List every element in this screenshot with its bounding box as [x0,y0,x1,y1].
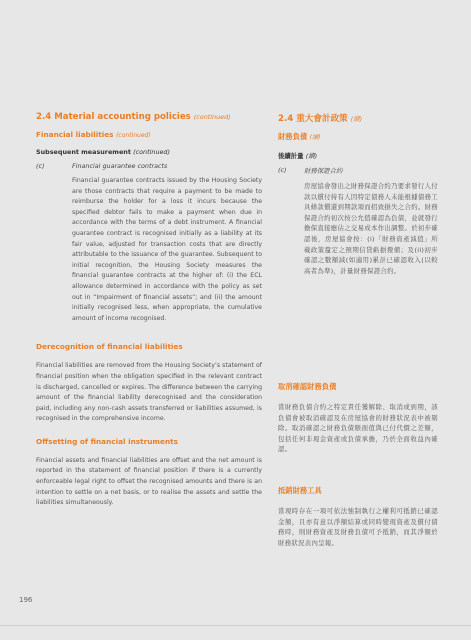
section-cont-zh: (續) [350,115,363,123]
section-cont-en: (continued) [193,113,231,121]
section-heading-zh [278,112,438,124]
sub-subsection-heading-zh [278,151,438,160]
item-title-zh: 財務保證合約 [304,167,343,175]
sub-subsection-cont-zh: (續) [305,152,318,160]
sub-subsection-cont-en: (continued) [133,148,170,156]
subsection-title-zh: 財務負債 [278,132,308,141]
subsection-cont-en: (continued) [116,132,151,139]
item-label-en: (c) [36,162,45,170]
offsetting-heading-zh: 抵銷財務工具 [278,486,322,495]
sub-subsection-title-en: Subsequent measurement [36,148,131,156]
subsection-cont-zh: (續) [309,134,321,141]
offsetting-body-zh: 當現時存在一項可依法強制執行之權利可抵銷已確認金額，且亦有意以淨額結算或同時變現資產及償付債務時，則財務資產及財務負債可予抵銷，而其淨額於財務狀況表內呈報。 [278,507,438,547]
sub-subsection-title-zh: 後續計量 [278,152,304,160]
subsection-heading-en [36,130,262,139]
section-title-en: 2.4 Material accounting policies [36,112,191,122]
item-title-en: Financial guarantee contracts [72,162,168,170]
offsetting-body-en: Financial assets and financial liabilities are offset and the net amount is reported in the statement of financial position if there is a currently enforceable legal right to offset the recognised amounts and there is an intention to settle on a net basis, or to realise the assets and settle the liabilities simultaneously. [36,456,262,507]
item-label-zh: (c) [278,166,287,174]
sub-subsection-heading-en [36,148,262,156]
item-c-zh [278,166,438,276]
derecognition-heading-en: Derecognition of financial liabilities [36,342,183,352]
derecognition-body-zh: 當財務負債合約之特定責任獲解除、取消或到期，該負債會被取消確認及在房屋協會的財務狀況表中被剔除。取消確認之財務負債賬面值與已付代價之差額，包括任何非現金資產或負債承擔，乃於全面收益內確認。 [278,403,438,454]
subsection-title-en: Financial liabilities [36,130,114,139]
section-heading-en [36,112,262,122]
section-title-zh: 2.4 重大會計政策 [278,114,348,124]
offsetting-block-zh [278,486,438,548]
footer-rule [0,625,471,626]
derecognition-heading-zh: 取消確認財務負債 [278,382,337,391]
item-body-zh: 房屋協會發出之財務保證合約乃要求發行人付款以償付持有人因特定債務人未能根據債務工具條款償還到期款項而招致損失之合約。財務保證合約初次按公允值確認為負債，並就發行擔保直接應佔之交易成本作出調整。於初步確認後，房屋協會按：(i)「財務資產減值」所載政策釐定之預期信貸虧損撥備；及(ii)初步確認之數額減(如適用)累計已確認收入(以較高者為準)，計量財務保證合約。 [304,182,438,275]
page-number: 196 [19,596,33,604]
derecognition-body-en: Financial liabilities are removed from the Housing Society’s statement of financial position when the obligation specified in the relevant contract is discharged, cancelled or expires. The difference between the carrying amount of the financial liability derecognised and the consideration paid, including any non-cash assets transferred or liabilities assumed, is recognised in the comprehensive income. [36,362,262,423]
item-body-en: Financial guarantee contracts issued by the Housing Society are those contracts that require a payment to be made to reimburse the holder for a loss it incurs because the specified debtor fails to make a payment when due in accordance with the terms of a debt instrument. A financial guarantee contract is recognised initially as a liability at its fair value, adjusted for transaction costs that are directly attributable to the issuance of the guarantee. Subsequent to initial recognition, the Housing Society measures the financial guarantee contracts at the higher of: (i) the ECL allowance determined in accordance with the policy as set out in “Impairment of financial assets”; and (ii) the amount initially recognised less, when appropriate, the cumulative amount of income recognised. [72,177,262,322]
derecognition-block-zh [278,382,438,455]
subsection-heading-zh [278,132,438,142]
chinese-column [278,112,438,282]
item-c-en [36,162,262,324]
english-column [36,112,262,509]
offsetting-heading-en: Offsetting of financial instruments [36,436,178,446]
